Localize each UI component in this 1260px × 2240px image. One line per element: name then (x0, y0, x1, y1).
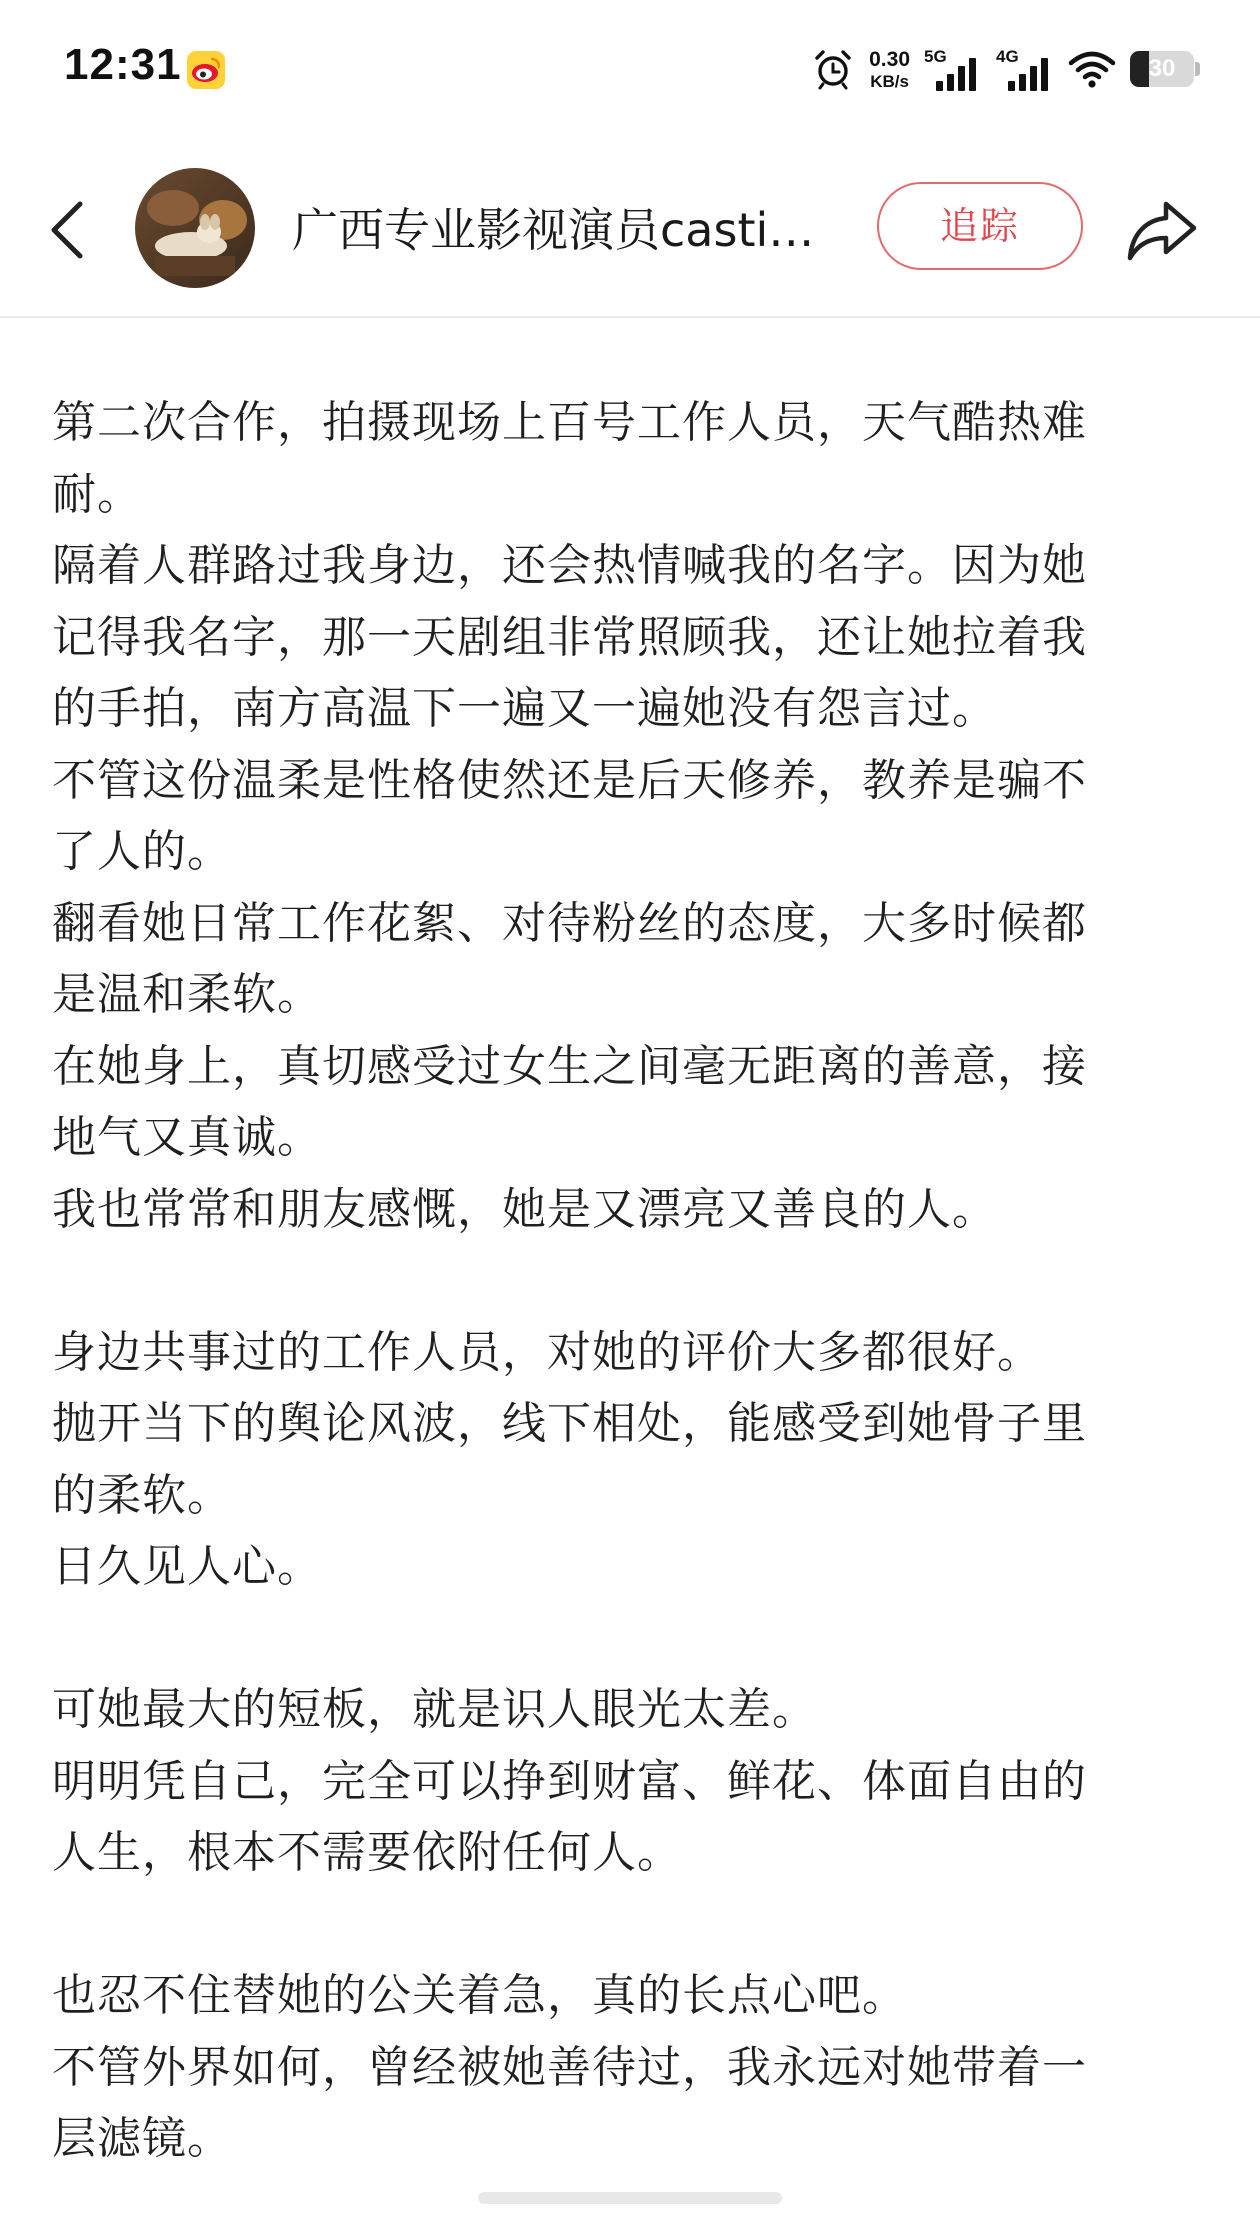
alarm-icon (811, 47, 855, 91)
post-text-line: 人生，根本不需要依附任何人。 (52, 1827, 682, 1878)
post-text-line: 身边共事过的工作人员，对她的评价大多都很好。 (52, 1326, 1042, 1378)
post-text-line: 在她身上，真切感受过女生之间毫无距离的善意，接 (52, 1040, 1087, 1092)
post-text-line: 了人的。 (52, 826, 232, 877)
post-text-line: 也忍不住替她的公关着急，真的长点心吧。 (52, 1970, 907, 2021)
signal-4g-label: 4G (996, 47, 1019, 66)
header-divider (0, 316, 1260, 318)
post-text-line: 明明凭自己，完全可以挣到财富、鲜花、体面自由的 (52, 1755, 1087, 1807)
chevron-left-icon (54, 204, 80, 256)
status-bar (0, 0, 1260, 140)
post-text-line: 的手拍，南方高温下一遍又一遍她没有怨言过。 (52, 683, 997, 734)
post-text-line: 第二次合作，拍摄现场上百号工作人员，天气酷热难 (52, 397, 1087, 448)
paragraph-gap (52, 1603, 1212, 1675)
paragraph-gap (52, 1245, 1212, 1317)
post-text-line: 翻看她日常工作花絮、对待粉丝的态度，大多时候都 (52, 897, 1087, 949)
avatar[interactable] (135, 168, 255, 288)
network-speed-unit: KB/s (870, 71, 909, 91)
battery-icon (1130, 51, 1200, 87)
signal-5g-icon (924, 47, 982, 91)
battery-level: 30 (1148, 55, 1176, 82)
post-text-line: 可她最大的短板，就是识人眼光太差。 (52, 1684, 817, 1735)
follow-button[interactable]: 追踪 (877, 182, 1083, 270)
post-text-line: 隔着人群路过我身边，还会热情喊我的名字。因为她 (52, 540, 1087, 591)
weibo-icon (186, 50, 226, 90)
back-button[interactable] (40, 190, 100, 270)
post-text-line: 抛开当下的舆论风波，线下相处，能感受到她骨子里 (52, 1398, 1087, 1449)
status-icons (811, 44, 1200, 94)
post-text-line: 层滤镜。 (52, 2113, 232, 2164)
share-arrow-icon (1130, 204, 1194, 258)
wifi-icon (1068, 49, 1116, 89)
post-text-line: 耐。 (52, 468, 142, 520)
post-header (0, 160, 1260, 300)
network-speed-value: 0.30 (869, 47, 910, 71)
account-name[interactable]: 广西专业影视演员casti… (292, 203, 815, 257)
paragraph-gap (52, 1889, 1212, 1961)
share-button[interactable] (1122, 190, 1202, 270)
post-text-line: 不管外界如何，曾经被她善待过，我永远对她带着一 (52, 2041, 1087, 2093)
post-text-line: 的柔软。 (52, 1469, 232, 1521)
post-text-line: 日久见人心。 (52, 1541, 322, 1592)
network-speed (869, 49, 910, 90)
post-text-line: 我也常常和朋友感慨，她是又漂亮又善良的人。 (52, 1183, 997, 1235)
post-text-line: 地气又真诚。 (52, 1112, 322, 1163)
post-text-line: 是温和柔软。 (52, 969, 322, 1020)
post-body (52, 387, 1212, 2175)
post-text-line: 不管这份温柔是性格使然还是后天修养，教养是骗不 (52, 754, 1087, 806)
signal-4g-icon (996, 47, 1054, 91)
home-indicator[interactable] (478, 2192, 782, 2204)
status-time: 12:31 (64, 40, 182, 89)
post-text-line: 记得我名字，那一天剧组非常照顾我，还让她拉着我 (52, 611, 1087, 663)
signal-5g-label: 5G (924, 47, 947, 66)
